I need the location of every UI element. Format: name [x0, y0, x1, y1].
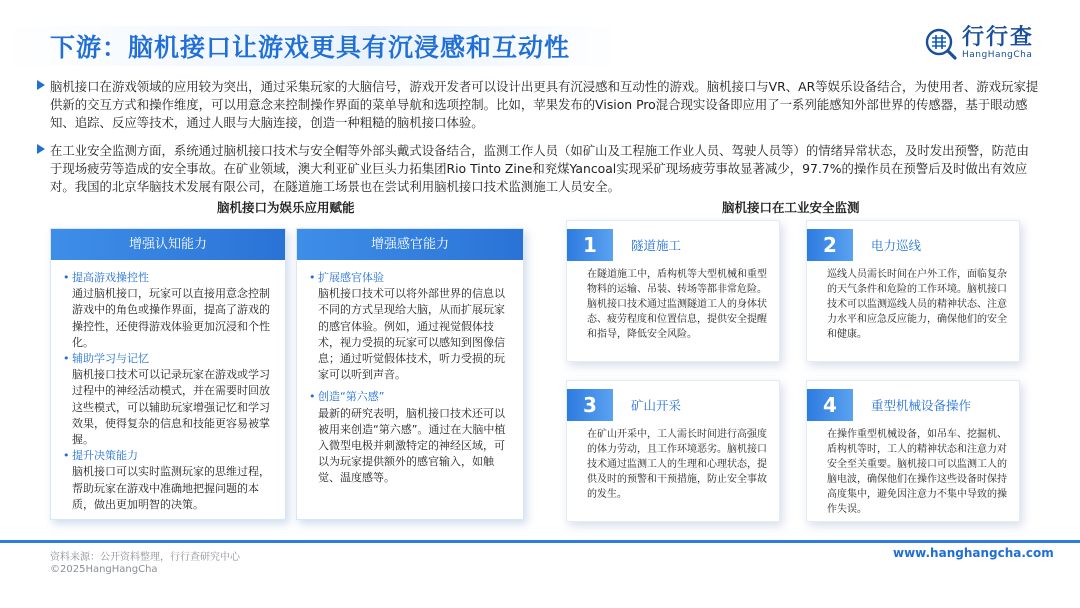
item-title: • 创造“第六感”: [309, 389, 513, 405]
sensory-card-body: [297, 260, 523, 487]
website-link[interactable]: www.hanghangcha.com: [893, 546, 1054, 560]
mining-card: [566, 380, 780, 522]
paragraph-text: 脑机接口在游戏领域的应用较为突出，通过采集玩家的大脑信号，游戏开发者可以设计出更具有沉浸感和互动性的游戏。脑机接口与VR、AR等娱乐设备结合，为使用者、游戏玩家提供新的交互方式和操作维度，可以用意念来控制操作界面的菜单导航和选项控制。比如，苹果发布的Vision Pro混合现实设备即应用了一系列能感知外部世界的传感器，基于眼动感知、追踪、反应等技术，通过人眼与大脑连接，创造一种粗糙的脑机接口体验。: [50, 79, 1039, 130]
title-bar: [0, 0, 1080, 70]
paragraph-text: 在工业安全监测方面，系统通过脑机接口技术与安全帽等外部头戴式设备结合，监测工作人员（如矿山及工程施工作业人员、驾驶人员等）的情绪异常状态，及时发出预警，防范由于现场疲劳等造成的安全事故。在矿业领域，澳大利亚矿业巨头力拓集团Rio Tinto Zine和兖煤Yancoal实现采矿现场疲劳事故显著减少，97.7%的操作员在预警后及时做出有效应对。我国的北京华脑技术发展有限公司，在隧道施工场景也在尝试利用脑机接口技术监测施工人员安全。: [50, 143, 1029, 194]
item-title: • 提升决策能力: [63, 448, 275, 464]
item-text: 脑机接口技术可以将外部世界的信息以不同的方式呈现给大脑，从而扩展玩家的感官体验。例如，通过视觉假体技术，视力受损的玩家可以感知到图像信息；通过听觉假体技术，听力受损的玩家可以听到声音。: [318, 287, 505, 382]
card-text: 在矿山开采中，工人需长时间进行高强度的体力劳动，且工作环境恶劣。脑机接口技术通过监测工人的生理和心理状态，提供及时的预警和干预措施，防止安全事故的发生。: [587, 429, 767, 500]
logo-text: [962, 27, 1034, 61]
card-text: 在操作重型机械设备，如吊车、挖掘机、盾构机等时，工人的精神状态和注意力对安全至关重要。脑机接口可以监测工人的脑电波，确保他们在操作这些设备时保持高度集中，避免因注意力不集中导致的操作失误。: [827, 429, 1007, 515]
card-number: 4: [807, 389, 853, 421]
item-title: • 扩展感官体验: [309, 270, 513, 286]
footer-divider: [0, 540, 1080, 543]
power-patrol-card: [806, 220, 1020, 362]
cognitive-card-header: 增强认知能力: [51, 229, 285, 260]
item-title: • 辅助学习与记忆: [63, 351, 275, 367]
logo-icon: [924, 27, 958, 61]
tunnel-card: [566, 220, 780, 362]
card-number: 1: [567, 229, 613, 261]
card-title: 矿山开采: [631, 398, 682, 413]
triangle-bullet-icon: [37, 80, 45, 90]
right-section-title: 脑机接口在工业安全监测: [722, 200, 860, 215]
card-text: 巡线人员需长时间在户外工作，面临复杂的天气条件和危险的工作环境。脑机接口技术可以监测巡线人员的精神状态、注意力水平和应急反应能力，确保他们的安全和健康。: [827, 269, 1007, 340]
left-section-title: 脑机接口为娱乐应用赋能: [217, 200, 355, 215]
card-number: 2: [807, 229, 853, 261]
triangle-bullet-icon: [37, 144, 45, 154]
sensory-card: [296, 228, 524, 520]
card-title: 隧道施工: [631, 238, 682, 253]
copyright: ©2025HangHangCha: [50, 564, 158, 575]
intro-paragraph-industrial: [50, 142, 1040, 196]
item-text: 脑机接口可以实时监测玩家的思维过程，帮助玩家在游戏中准确地把握问题的本质，做出更加明智的决策。: [72, 465, 270, 511]
item-text: 通过脑机接口，玩家可以直接用意念控制游戏中的角色或操作界面，提高了游戏的操控性，还使得游戏体验更加沉浸和个性化。: [72, 287, 270, 349]
heavy-machinery-card: [806, 380, 1020, 522]
item-text: 脑机接口技术可以记录玩家在游戏或学习过程中的神经活动模式，并在需要时回放这些模式，可以辅助玩家增强记忆和学习效果，使得复杂的信息和技能更容易被掌握。: [72, 368, 270, 447]
item-text: 最新的研究表明，脑机接口技术还可以被用来创造“第六感”。通过在大脑中植入微型电极并刺激特定的神经区域，可以为玩家提供额外的感官输入，如触觉、温度感等。: [318, 406, 506, 485]
cognitive-card-body: [51, 260, 285, 513]
card-number: 3: [567, 389, 613, 421]
card-title: 电力巡线: [871, 238, 922, 253]
source-note: 资料来源：公开资料整理，行行查研究中心: [50, 552, 240, 563]
intro-paragraph-entertainment: [50, 78, 1040, 132]
card-text: 在隧道施工中，盾构机等大型机械和重型物料的运输、吊装、转场等都非常危险。脑机接口技术通过监测隧道工人的身体状态、疲劳程度和位置信息，提供安全提醒和指导，降低安全风险。: [587, 269, 767, 340]
item-title: • 提高游戏操控性: [63, 270, 275, 286]
cognitive-card: [50, 228, 286, 520]
logo: [924, 27, 1034, 61]
page-title: 下游：脑机接口让游戏更具有沉浸感和互动性: [50, 33, 571, 62]
logo-cn: 行行查: [962, 25, 1035, 50]
sensory-card-header: 增强感官能力: [297, 229, 523, 260]
card-title: 重型机械设备操作: [871, 398, 972, 413]
logo-en: HangHangCha: [962, 50, 1033, 60]
